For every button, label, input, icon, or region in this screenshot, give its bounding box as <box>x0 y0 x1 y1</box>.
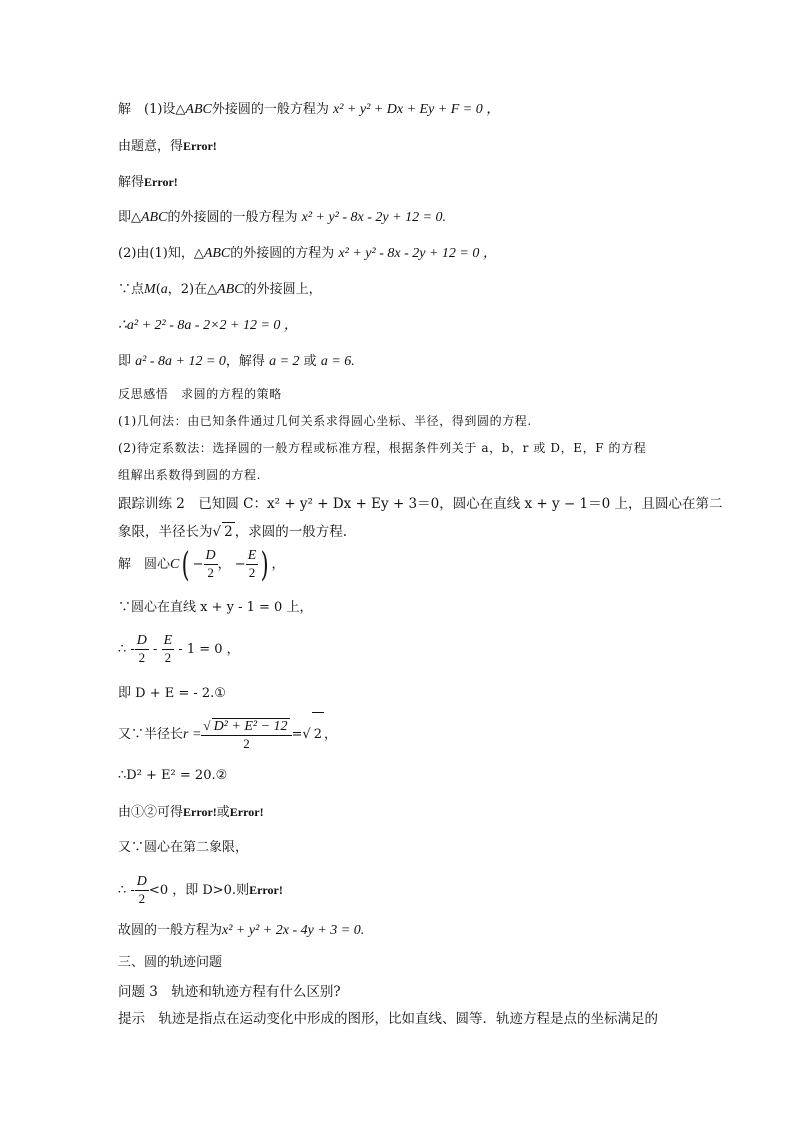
math-abc: ABC <box>217 282 244 297</box>
math-a: a <box>160 282 168 297</box>
solution2-line-6: ∴D² + E² = 20.② <box>118 768 228 783</box>
solution-line-7 <box>118 317 298 335</box>
text: 由①②可得 <box>118 805 184 820</box>
equation: a² - 8a + 12 = 0 <box>135 354 226 369</box>
math-m: M <box>144 282 156 297</box>
denominator: 2 <box>138 650 146 665</box>
text: ，2)在△ <box>167 282 218 297</box>
text: 的外接圆的一般方程为 <box>167 210 298 225</box>
root-1: a = 2 <box>269 354 300 369</box>
hint-text: 提示 轨迹是指点在运动变化中形成的图形，比如直线、圆等．轨迹方程是点的坐标满足的 <box>118 1011 658 1027</box>
text: 即△ <box>118 210 141 225</box>
text: - 1 = 0 ， <box>178 642 240 657</box>
fraction <box>201 718 291 752</box>
text: ， <box>324 727 338 742</box>
math-abc: ABC <box>203 246 231 261</box>
denominator: 2 <box>248 565 256 580</box>
text: = <box>291 727 303 742</box>
denominator: 2 <box>243 735 250 751</box>
minus-sign: − <box>192 557 204 572</box>
exercise-line-2: 象限，半径长为√ 2 ，求圆的一般方程. <box>118 524 347 540</box>
text: 外接圆的一般方程为 <box>211 102 329 117</box>
exercise-line-1: 跟踪训练 2 已知圆 C：x² + y² + Dx + Ey + 3＝0，圆心在直线 x + y − 1＝0 上，且圆心在第二 <box>118 496 723 512</box>
solution-line-2 <box>118 137 217 156</box>
solution2-line-10 <box>118 922 364 940</box>
text: <0 ，即 D>0.则 <box>148 883 250 898</box>
solution-line-3 <box>118 173 178 192</box>
text: 故圆的一般方程为 <box>118 923 223 938</box>
error-text: Error! <box>183 139 217 153</box>
right-paren: ) <box>260 544 269 585</box>
section-heading: 三、圆的轨迹问题 <box>118 955 223 970</box>
solution2-line-5: 又∵半径长r = $\frac{\text{√ D² + E² − 12}}{2}$ =√ 2 ， <box>118 712 337 757</box>
text: 又∵半径长 <box>118 727 184 742</box>
root-2: a = 6. <box>320 354 355 369</box>
solution2-line-2: ∵圆心在直线 x + y - 1 = 0 上， <box>118 600 313 615</box>
denominator: 2 <box>138 891 146 906</box>
numerator: E <box>163 633 173 648</box>
text: 的外接圆上， <box>243 282 322 297</box>
text: ， <box>271 557 285 572</box>
fraction <box>162 633 175 666</box>
text: ∴ - <box>118 642 135 657</box>
left-paren: ( <box>182 544 190 585</box>
text: 象限，半径长为 <box>118 524 213 540</box>
solution-line-5 <box>118 245 497 263</box>
solution2-line-8: 又∵圆心在第二象限， <box>118 840 249 855</box>
reflection-title: 反思感悟 求圆的方程的策略 <box>118 387 282 401</box>
text: 或 <box>303 354 317 369</box>
math-abc: ABC <box>185 102 212 117</box>
text: 即 <box>118 354 132 369</box>
solution2-line-1: 解 圆心C( − $\frac{D}{2}$ ， − $\frac{E}{2}$ ) ， <box>118 544 285 585</box>
text: ∴ - <box>118 883 135 898</box>
text: (2)由(1)知，△ <box>118 246 204 261</box>
text: 解得 <box>118 175 145 190</box>
error-text: Error! <box>183 805 217 819</box>
text: 由题意，得 <box>118 139 184 154</box>
reflection-item-1: (1)几何法：由已知条件通过几何关系求得圆心坐标、半径，得到圆的方程. <box>118 414 532 428</box>
solution-line-8 <box>118 353 355 371</box>
denominator: 2 <box>164 650 172 665</box>
solution-line-4 <box>118 209 446 227</box>
sqrt-value: 2 <box>224 524 233 540</box>
equation: ∴a² + 2² - 8a - 2×2 + 12 = 0 ， <box>118 318 298 333</box>
math-r: r = <box>183 727 202 742</box>
sqrt-value: 2 <box>312 712 324 757</box>
fraction <box>246 548 259 581</box>
text: 解 圆心 <box>118 557 171 572</box>
question-3: 问题 3 轨迹和轨迹方程有什么区别? <box>118 984 341 1000</box>
text: ∵点 <box>118 282 145 297</box>
fraction <box>204 548 218 581</box>
equation: x² + y² - 8x - 2y + 12 = 0. <box>301 210 447 225</box>
text: 的外接圆的方程为 <box>230 246 335 261</box>
solution-line-6 <box>118 281 322 299</box>
text: 解 (1)设△ <box>118 102 186 117</box>
math-c: C <box>170 557 180 572</box>
sqrt-radicand: D² + E² − 12 <box>213 718 288 734</box>
fraction <box>135 633 149 666</box>
solution2-line-4: 即 D + E = - 2.① <box>118 686 226 701</box>
equation: x² + y² + Dx + Ey + F = 0 ， <box>333 102 501 117</box>
solution2-line-9 <box>118 870 283 911</box>
equation: x² + y² + 2x - 4y + 3 = 0. <box>222 923 365 938</box>
text: 或 <box>216 805 230 820</box>
error-text: Error! <box>144 175 178 189</box>
solution-line-1 <box>118 101 500 119</box>
text: ，求圆的一般方程. <box>234 524 347 540</box>
text: ( <box>155 282 161 297</box>
math-abc: ABC <box>141 210 168 225</box>
error-text: Error! <box>229 805 264 819</box>
numerator: √ D² + E² − 12 <box>201 718 291 736</box>
numerator: D <box>136 874 147 889</box>
denominator: 2 <box>207 565 214 580</box>
fraction <box>135 874 149 907</box>
reflection-item-2: (2)待定系数法：选择圆的一般方程或标准方程，根据条件列关于 a，b，r 或 D，E，F 的方程 <box>118 441 647 455</box>
reflection-item-3: 组解出系数得到圆的方程. <box>118 468 262 482</box>
text: ，解得 <box>225 354 265 369</box>
error-text: Error! <box>249 883 283 897</box>
numerator: D <box>205 548 216 563</box>
numerator: E <box>247 548 257 563</box>
solution2-line-7 <box>118 803 264 822</box>
numerator: D <box>136 633 147 648</box>
equation: x² + y² - 8x - 2y + 12 = 0 ， <box>338 246 497 261</box>
solution2-line-3: ∴ - $\frac{D}{2}$ - $\frac{E}{2}$ - 1 = 0 ， <box>118 633 240 665</box>
